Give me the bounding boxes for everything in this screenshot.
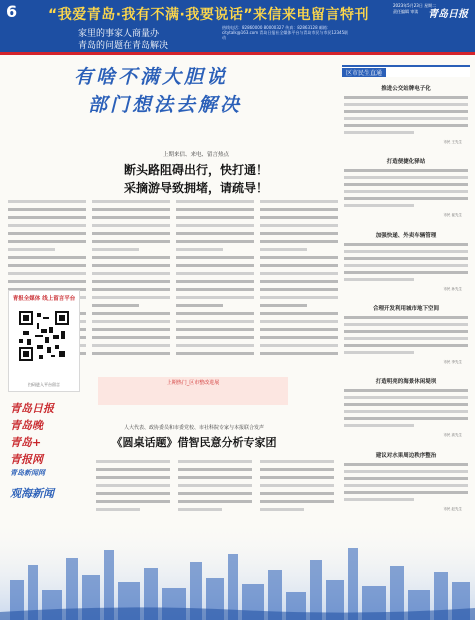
text-line: [8, 264, 86, 267]
headline-1-title-2: 采摘游导致拥堵，请疏导！: [123, 181, 268, 195]
text-line: [344, 417, 468, 420]
progress-note-heading: 上期热门_区市整改进展: [166, 380, 220, 386]
text-line: [176, 240, 254, 243]
right-section-source: 市民 崔先生: [443, 213, 462, 218]
text-line: [260, 304, 307, 307]
text-line: [96, 484, 170, 487]
text-line: [344, 491, 468, 494]
right-section-title: 合理开发利用城市地下空间: [372, 306, 439, 312]
headline-1-title-1: 断头路阻碍出行，快打通！: [123, 163, 268, 177]
text-line: [344, 470, 468, 473]
text-line: [260, 500, 334, 503]
text-line: [92, 200, 170, 203]
text-line: [8, 224, 86, 227]
city-skyline-illustration: [0, 520, 475, 620]
text-line: [344, 117, 468, 120]
right-section-source: 市民 李先生: [443, 360, 462, 364]
banner-divider: [0, 52, 475, 55]
text-line: [176, 232, 254, 235]
text-line: [344, 190, 468, 193]
text-line: [344, 176, 468, 179]
newspaper-logo: 青岛日报: [428, 9, 468, 20]
logo-qingdao-daily: 青岛日报: [10, 402, 54, 415]
text-line: [92, 224, 170, 227]
text-line: [178, 460, 252, 463]
text-line: [260, 288, 338, 291]
text-line: [92, 248, 139, 251]
right-section-source: 市民 孙先生: [443, 286, 462, 291]
text-line: [178, 500, 252, 503]
headline-2: [98, 424, 290, 450]
text-line: [260, 484, 334, 487]
text-line: [178, 476, 252, 479]
text-line: [260, 224, 338, 227]
text-line: [92, 320, 170, 323]
logo-qingdao-news: 青岛新闻网: [10, 469, 45, 477]
qr-title: 青报全媒体 线上留言平台: [12, 296, 76, 302]
text-line: [92, 296, 170, 299]
qr-panel: [8, 290, 80, 392]
text-line: [260, 476, 334, 479]
text-line: [8, 240, 86, 243]
text-line: [344, 410, 468, 413]
text-line: [8, 216, 86, 219]
text-line: [344, 403, 468, 406]
text-line: [92, 232, 170, 235]
text-line: [344, 257, 468, 260]
text-line: [176, 280, 254, 283]
text-line: [176, 272, 254, 275]
text-line: [176, 288, 254, 291]
text-line: [260, 336, 338, 339]
text-line: [96, 460, 170, 463]
text-line: [176, 256, 254, 259]
text-line: [260, 208, 338, 211]
text-line: [260, 272, 338, 275]
text-line: [92, 216, 170, 219]
text-line: [176, 312, 254, 315]
text-line: [344, 484, 468, 487]
text-line: [344, 498, 414, 501]
right-section-title: 打造便捷化驿站: [386, 159, 426, 166]
text-line: [344, 131, 414, 134]
text-line: [178, 484, 252, 487]
slogan-line-2: 部门想法去解决: [88, 94, 243, 116]
right-section-title: 推进公交站牌电子化: [381, 86, 431, 92]
text-line: [178, 492, 252, 495]
text-line: [176, 344, 254, 347]
text-line: [344, 330, 468, 333]
logo-guanhai: 观海新闻: [10, 487, 54, 500]
text-line: [344, 264, 468, 267]
article-2-body: [96, 460, 336, 520]
text-line: [178, 468, 252, 471]
text-line: [8, 272, 86, 275]
text-line: [92, 336, 170, 339]
text-line: [260, 468, 334, 471]
text-line: [92, 208, 170, 211]
right-section-source: 市民 王先生: [443, 140, 462, 144]
text-line: [176, 224, 254, 227]
right-section-source: 市民 高先生: [443, 433, 462, 438]
text-line: [344, 124, 468, 127]
text-line: [260, 344, 338, 347]
slogan: [62, 62, 262, 124]
subtitle-1: 家里的事家人商量办: [78, 29, 160, 39]
text-line: [96, 468, 170, 471]
text-line: [8, 232, 86, 235]
page-number: 6: [6, 2, 18, 21]
logo-qingdao-web: 青报网: [10, 453, 43, 466]
text-line: [96, 476, 170, 479]
text-line: [260, 352, 338, 355]
right-section-source: 市民 赵先生: [443, 506, 462, 511]
text-line: [344, 169, 468, 172]
text-line: [92, 312, 170, 315]
text-line: [344, 463, 468, 466]
text-line: [92, 280, 170, 283]
text-line: [8, 280, 86, 283]
text-line: [176, 264, 254, 267]
text-line: [176, 328, 254, 331]
text-line: [92, 328, 170, 331]
logo-qingdao-plus: 青岛+: [10, 436, 42, 449]
text-line: [176, 208, 254, 211]
text-line: [344, 278, 414, 281]
text-line: [260, 312, 338, 315]
text-line: [344, 424, 414, 427]
text-line: [344, 271, 468, 274]
issue-date: 2023年5月23日 星期二 责任编辑 审读: [393, 3, 437, 14]
text-line: [176, 336, 254, 339]
contact-info: 热线电话：82860000 80000327 传真：82863128 邮箱：citytalk@163.com 青岛日报社全媒体平台与青岛市民与市民12345联动: [222, 25, 349, 40]
text-line: [260, 240, 338, 243]
headline-2-kicker: 人大代表、政协委员和市委党校、市社科院专家与本报联合发声: [123, 425, 264, 431]
right-column-title: 区市民生直通: [342, 68, 386, 77]
text-line: [8, 208, 86, 211]
text-line: [96, 492, 170, 495]
right-section-title: 加强快递、外卖车辆管理: [375, 232, 437, 239]
text-line: [176, 320, 254, 323]
text-line: [344, 250, 468, 253]
text-line: [92, 272, 170, 275]
text-line: [96, 508, 140, 511]
qr-caption: 扫码进入平台留言: [28, 382, 60, 387]
text-line: [92, 240, 170, 243]
text-line: [92, 344, 170, 347]
text-line: [260, 280, 338, 283]
text-line: [178, 508, 222, 511]
text-line: [260, 232, 338, 235]
subtitle-2: 青岛的问题在青岛解决: [78, 41, 169, 51]
text-line: [8, 200, 86, 203]
text-line: [260, 296, 338, 299]
text-line: [92, 288, 170, 291]
text-line: [344, 316, 468, 319]
header-banner: [0, 0, 475, 52]
text-line: [344, 323, 468, 326]
headline-1-kicker: 上期来信、来电、留言热点: [162, 152, 229, 158]
text-line: [344, 337, 468, 340]
page-title: “我爱青岛·我有不满·我要说话”来信来电留言特刊: [48, 7, 370, 23]
text-line: [344, 96, 468, 99]
qr-code-icon[interactable]: [19, 311, 69, 361]
text-line: [8, 256, 86, 259]
text-line: [260, 320, 338, 323]
text-line: [260, 216, 338, 219]
headline-2-title: 《圆桌话题》借智民意分析专家团: [111, 436, 277, 449]
text-line: [260, 256, 338, 259]
right-section-title: 打造明亮的海景休闲堤坝: [375, 379, 437, 386]
text-line: [260, 248, 307, 251]
text-line: [344, 110, 468, 113]
slogan-line-1: 有啥不满大胆说: [74, 66, 229, 88]
right-section-title: 建议对水果周边秩序整治: [375, 452, 437, 459]
right-column-header: [342, 65, 470, 77]
right-column: [342, 80, 470, 520]
text-line: [344, 396, 468, 399]
text-line: [344, 204, 414, 207]
text-line: [92, 256, 170, 259]
text-line: [260, 328, 338, 331]
text-line: [176, 248, 223, 251]
text-line: [176, 304, 223, 307]
text-line: [176, 296, 254, 299]
text-line: [344, 197, 468, 200]
media-logos: [10, 400, 80, 502]
text-line: [96, 500, 170, 503]
text-line: [92, 264, 170, 267]
headline-1: [96, 150, 296, 196]
text-line: [92, 352, 170, 355]
text-line: [344, 477, 468, 480]
text-line: [176, 352, 254, 355]
text-line: [260, 200, 338, 203]
text-line: [176, 200, 254, 203]
text-line: [344, 351, 414, 354]
text-line: [176, 216, 254, 219]
text-line: [260, 264, 338, 267]
logo-qingdao-evening: 青岛晚: [10, 419, 43, 432]
text-line: [344, 183, 468, 186]
text-line: [344, 389, 468, 392]
text-line: [92, 304, 139, 307]
text-line: [260, 460, 334, 463]
text-line: [344, 243, 468, 246]
text-line: [8, 248, 55, 251]
text-line: [344, 344, 468, 347]
progress-note: [98, 377, 288, 405]
text-line: [260, 508, 304, 511]
text-line: [344, 103, 468, 106]
text-line: [260, 492, 334, 495]
